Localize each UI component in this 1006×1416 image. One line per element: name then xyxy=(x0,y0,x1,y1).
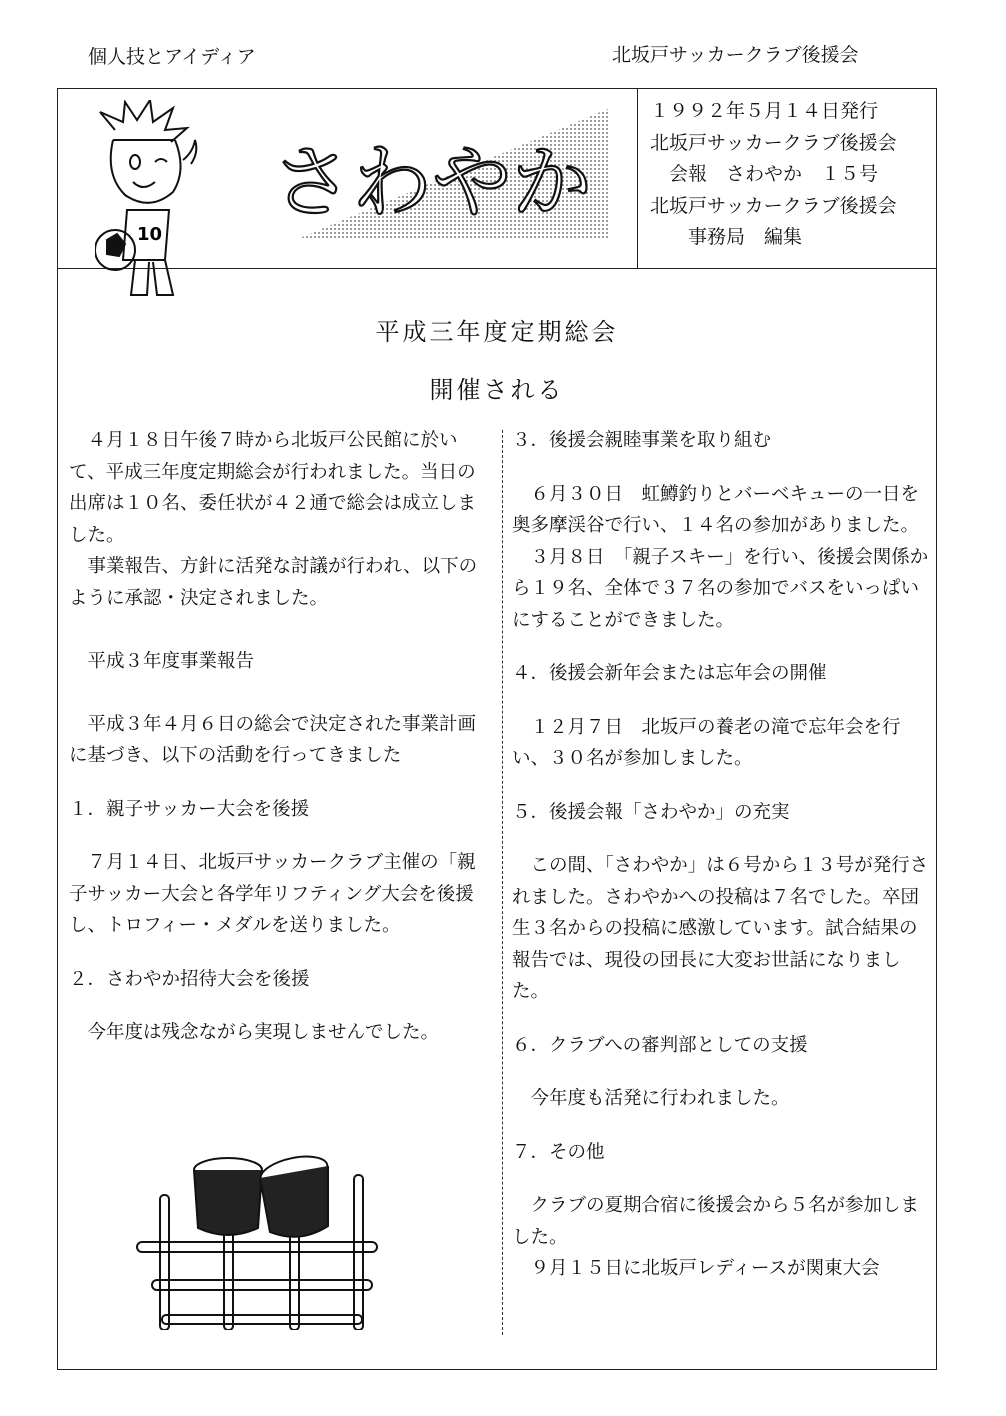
issue-editor-org: 北坂戸サッカークラブ後援会 xyxy=(650,194,897,217)
mascot-illustration xyxy=(95,100,205,305)
issue-editor: 事務局 編集 xyxy=(650,226,803,248)
item3-body-2: ３月８日 「親子スキー」を行い、後援会関係から１９名、全体で３７名の参加でバスをいっぱいにすることができました。 xyxy=(512,546,929,631)
headline-line2: 開催される xyxy=(429,376,565,404)
item3-body-1: ６月３０日 虹鱒釣りとバーベキューの一日を奥多摩渓谷で行い、１４名の参加がありました。 xyxy=(512,483,920,536)
issue-number: 会報 さわやか １５号 xyxy=(650,163,879,185)
item7-body-1: クラブの夏期合宿に後援会から５名が参加しました。 xyxy=(512,1195,920,1248)
bamboo-fence-illustration xyxy=(132,1150,382,1330)
item2-body: 今年度は残念ながら実現しませんでした。 xyxy=(69,1022,440,1043)
report-body: 平成３年４月６日の総会で決定された事業計画に基づき、以下の活動を行ってきました xyxy=(69,713,477,766)
item1-title: １．親子サッカー大会を後援 xyxy=(69,798,310,820)
issue-info xyxy=(650,96,930,254)
intro-paragraph-2: 事業報告、方針に活発な討議が行われ、以下のように承認・決定されました。 xyxy=(69,556,478,609)
headline-line1: 平成三年度定期総会 xyxy=(375,318,619,346)
item2-title: ２．さわやか招待大会を後援 xyxy=(69,968,310,990)
masthead-divider xyxy=(637,88,638,268)
item7-body-2: ９月１５日に北坂戸レディースが関東大会 xyxy=(512,1258,880,1279)
right-column xyxy=(512,425,930,1285)
column-divider xyxy=(502,430,503,1335)
logo-title xyxy=(270,108,610,248)
left-column xyxy=(69,425,493,1049)
intro-paragraph: ４月１８日午後７時から北坂戸公民館に於いて、平成三年度定期総会が行われました。当日の出席は１０名、委任状が４２通で総会は成立しました。 xyxy=(69,430,477,546)
item6-body: 今年度も活発に行われました。 xyxy=(512,1088,790,1109)
item5-body: この間、「さわやか」は６号から１３号が発行されました。さわやかへの投稿は７名でした。卒団生３名からの投稿に感激しています。試合結果の報告では、現役の団長に大変お世話になりました。 xyxy=(512,855,929,1002)
logo-text: さわやか xyxy=(272,136,592,229)
section-label: 個人技とアイディア xyxy=(88,46,256,68)
report-title: 平成３年度事業報告 xyxy=(69,650,255,672)
issue-date: １９９２年５月１４日発行 xyxy=(650,100,879,122)
issue-publisher: 北坂戸サッカークラブ後援会 xyxy=(650,131,897,154)
item1-body: ７月１４日、北坂戸サッカークラブ主催の「親子サッカー大会と各学年リフティング大会を後援し、トロフィー・メダルを送りました。 xyxy=(69,852,476,936)
item5-title: ５．後援会報「さわやか」の充実 xyxy=(512,801,790,823)
item7-title: ７．その他 xyxy=(512,1141,605,1163)
item3-title: ３．後援会親睦事業を取り組む xyxy=(512,430,772,451)
item4-title: ４．後援会新年会または忘年会の開催 xyxy=(512,663,827,684)
publisher-label: 北坂戸サッカークラブ後援会 xyxy=(612,44,859,66)
item6-title: ６．クラブへの審判部としての支援 xyxy=(512,1034,808,1056)
jersey-number: 10 xyxy=(137,224,163,245)
item4-body: １２月７日 北坂戸の養老の滝で忘年会を行い、３０名が参加しました。 xyxy=(512,716,901,769)
